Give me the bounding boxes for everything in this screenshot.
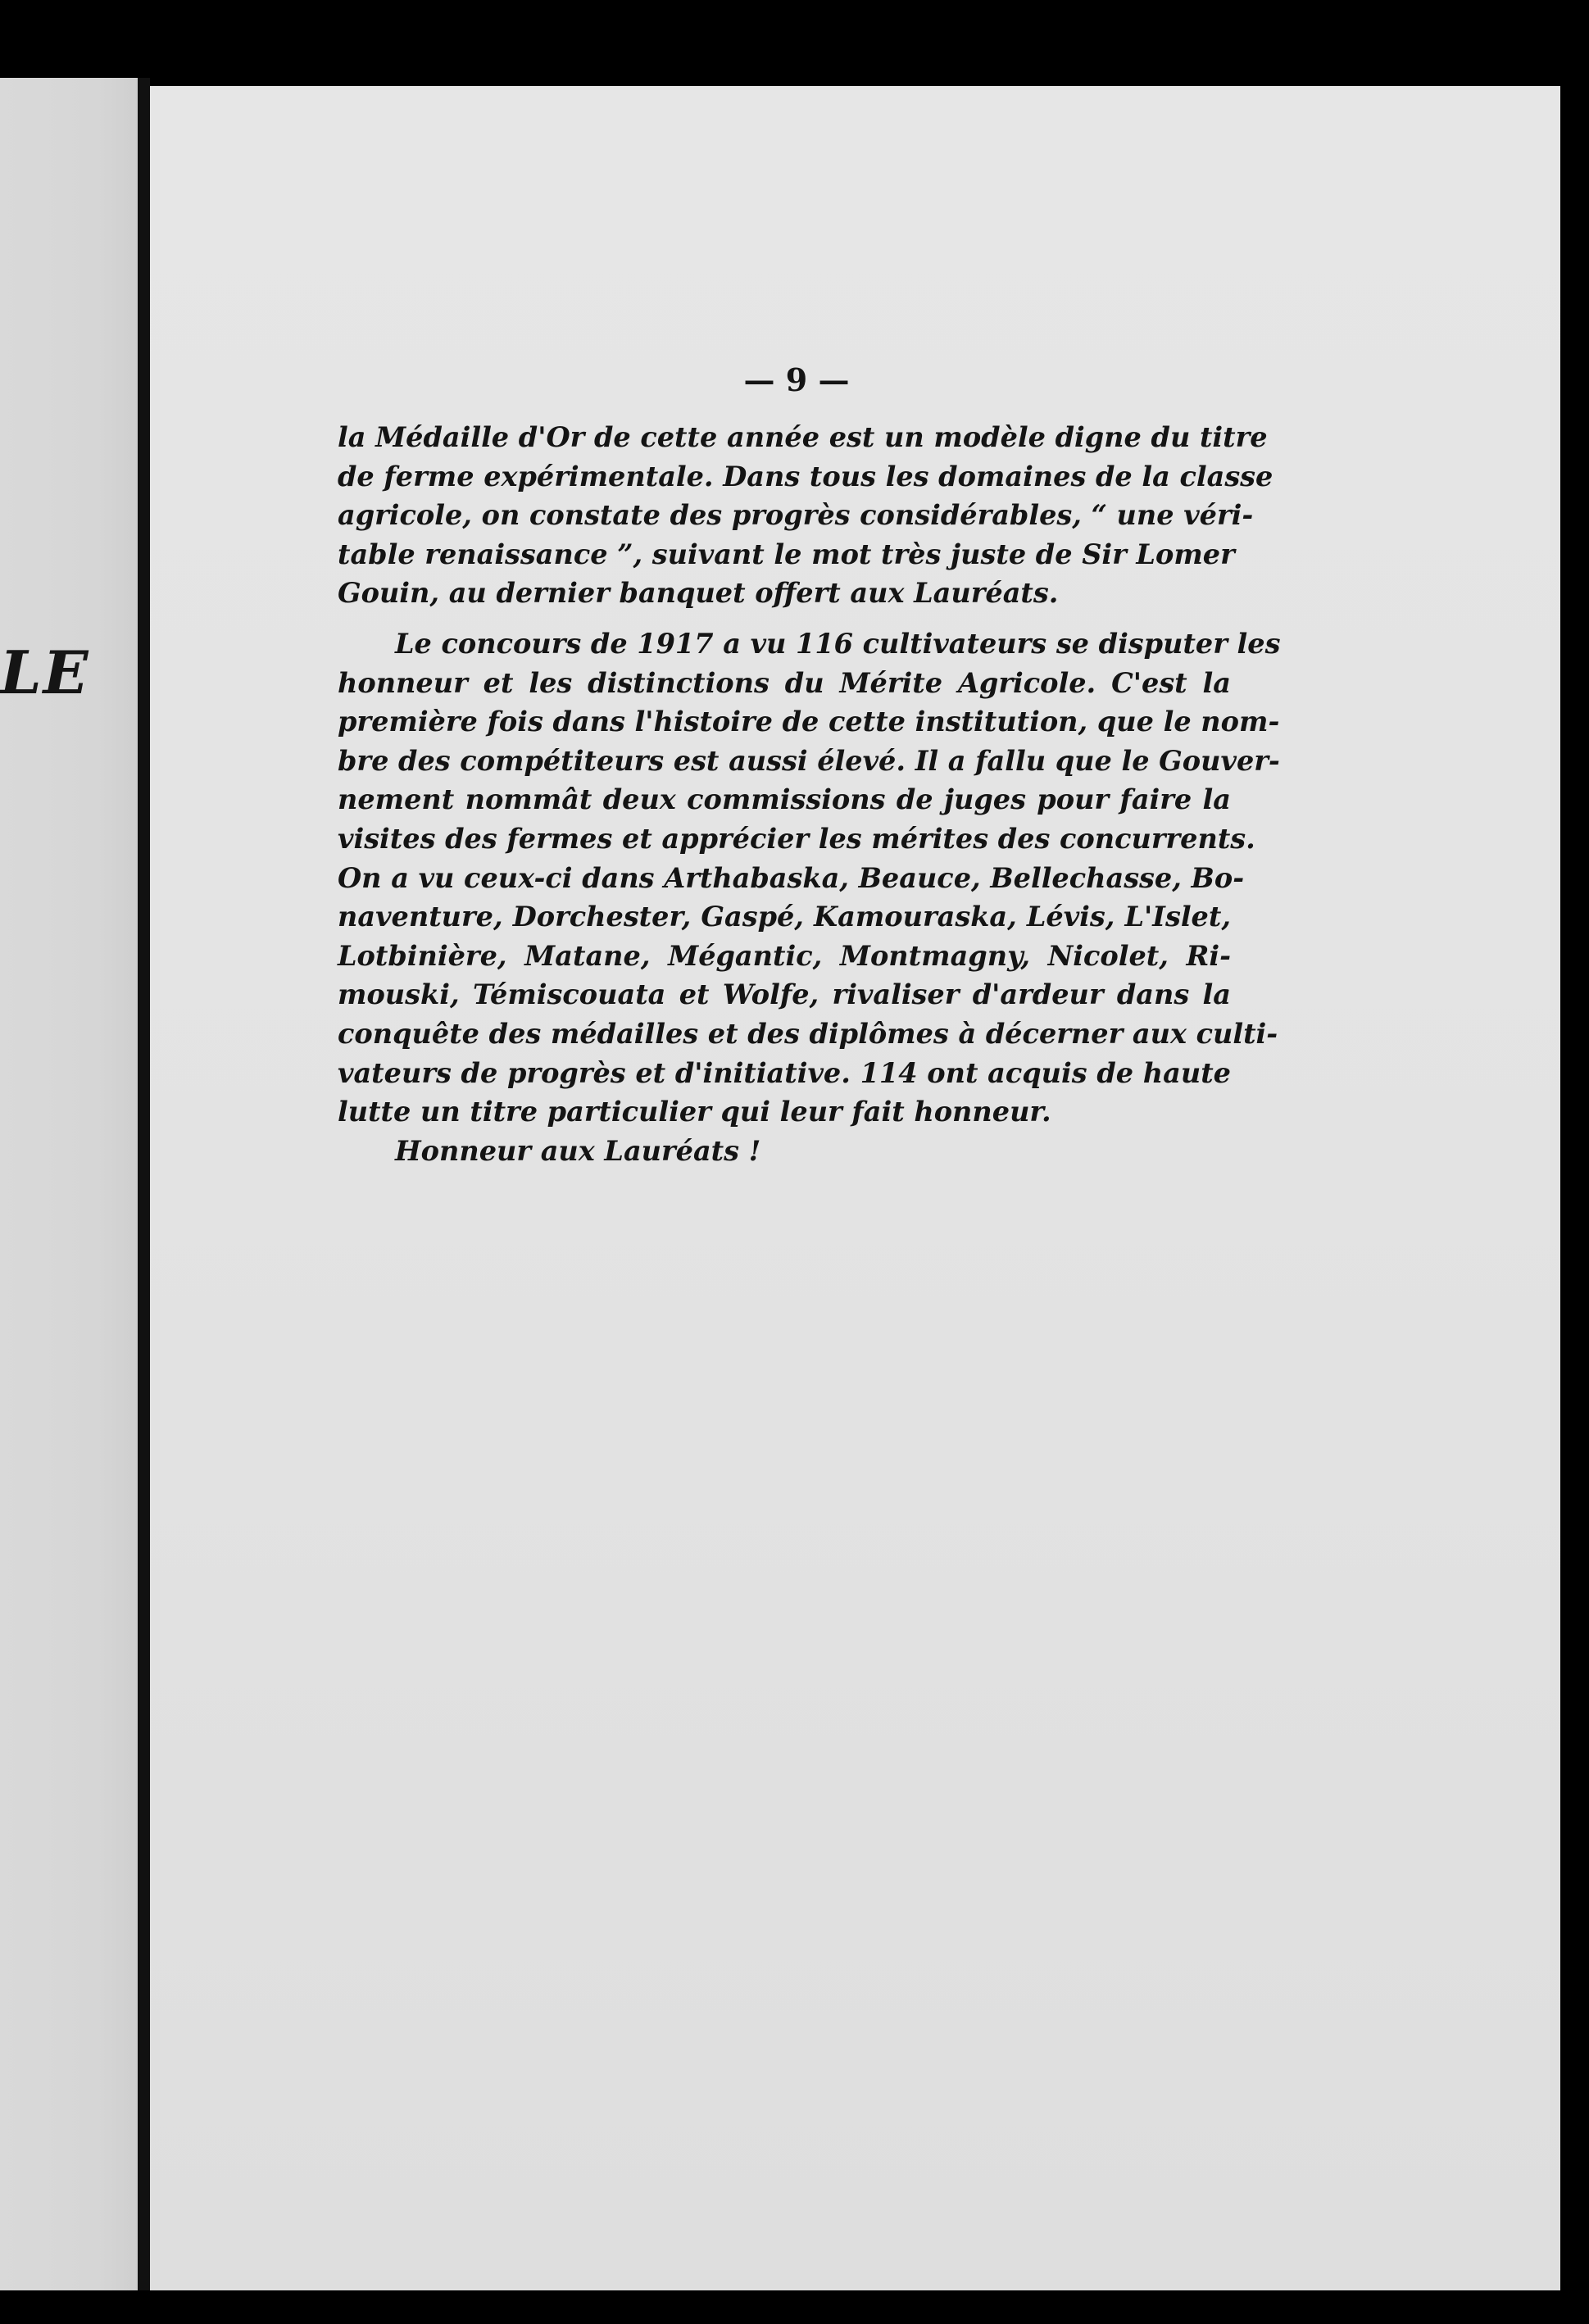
text-line: honneur et les distinctions du Mérite Agricole. C'est la [338, 666, 1231, 699]
text-line: conquête des médailles et des diplômes à décerner aux culti- [338, 1017, 1278, 1050]
text-line: Lotbinière, Matane, Mégantic, Montmagny, Nicolet, Ri- [338, 939, 1231, 972]
text-line: Le concours de 1917 a vu 116 cultivateurs se disputer les [395, 627, 1281, 660]
page-number: — 9 — [743, 361, 850, 398]
closing-line: Honneur aux Lauréats ! [395, 1134, 761, 1167]
paragraph-2 [338, 624, 1281, 1132]
text-line: de ferme expérimentale. Dans tous les domaines de la classe [338, 460, 1273, 492]
text-line: première fois dans l'histoire de cette institution, que le nom- [338, 706, 1280, 738]
page-text [338, 361, 1281, 1170]
book-spine [138, 78, 150, 2290]
text-line: naventure, Dorchester, Gaspé, Kamouraska, Lévis, L'Islet, [338, 901, 1231, 933]
text-line: Gouin, au dernier banquet offert aux Lauréats. [338, 577, 1059, 610]
text-line: bre des compétiteurs est aussi élevé. Il a fallu que le Gouver- [338, 744, 1280, 777]
text-line: agricole, on constate des progrès considérables, “ une véri- [338, 499, 1254, 532]
paragraph-1 [338, 418, 1273, 613]
text-line: vateurs de progrès et d'initiative. 114 ont acquis de haute [338, 1056, 1231, 1089]
scan-border-bottom [0, 2290, 1589, 2324]
text-line: mouski, Témiscouata et Wolfe, rivaliser d'ardeur dans la [338, 978, 1231, 1011]
left-page [0, 78, 138, 2290]
text-line: nement nommât deux commissions de juges pour faire la [338, 783, 1231, 816]
text-line: table renaissance ”, suivant le mot très juste de Sir Lomer [338, 538, 1235, 570]
text-line: On a vu ceux-ci dans Arthabaska, Beauce, Bellechasse, Bo- [338, 861, 1245, 894]
scan-border-right [1560, 78, 1589, 2324]
text-line: lutte un titre particulier qui leur fait honneur. [338, 1096, 1051, 1128]
text-line: la Médaille d'Or de cette année est un modèle digne du titre [338, 421, 1268, 453]
left-page-text-fragment: LE [0, 638, 90, 707]
text-line: visites des fermes et apprécier les mérites des concurrents. [338, 822, 1255, 855]
